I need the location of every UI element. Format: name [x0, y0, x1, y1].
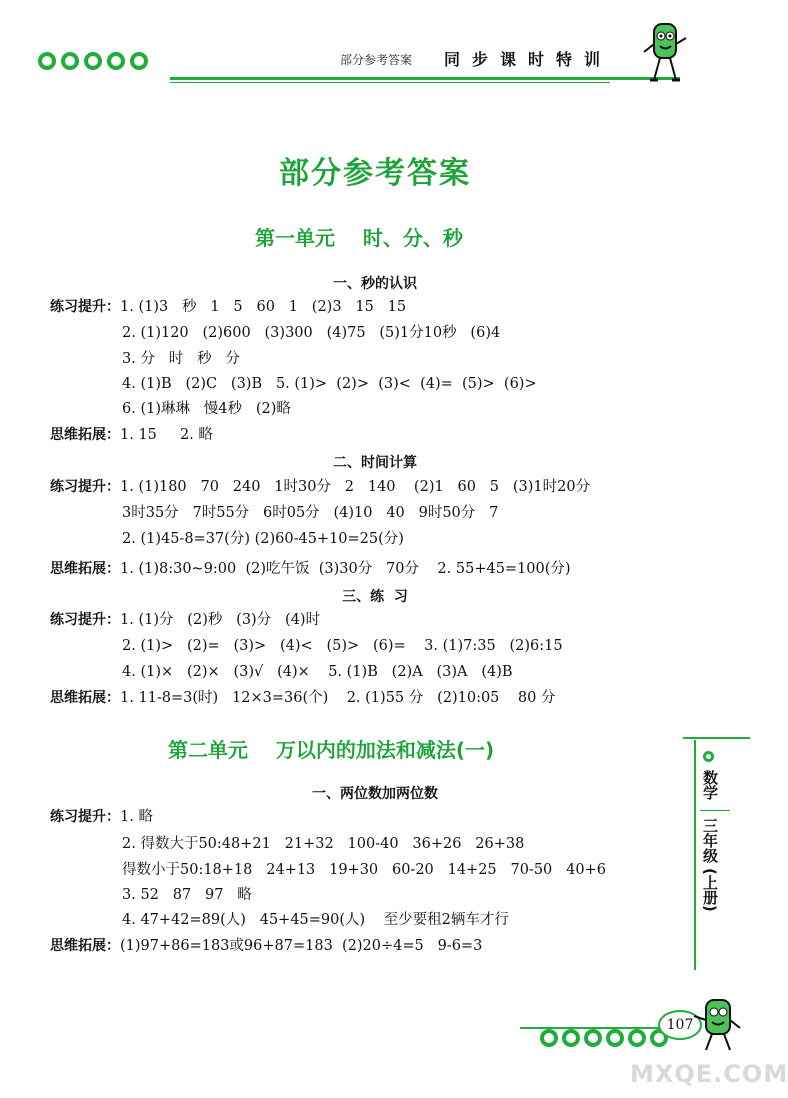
header-rule [170, 77, 680, 80]
answer-line: 3时35分 7时55分 6时05分 (4)10 40 9时50分 7 [122, 505, 499, 521]
footer-decoration-circles [540, 1029, 668, 1047]
side-tab-vrule [694, 740, 696, 970]
mascot-icon [690, 994, 745, 1054]
side-tab-volume: (上册) [701, 868, 719, 912]
header-rule-thin [170, 82, 610, 83]
answer-line: 3. 分 时 秒 分 [122, 351, 240, 367]
answer-line: 思维拓展：(1)97+86=183或96+87=183 (2)20÷4=5 9-6=3 [50, 938, 483, 954]
unit2-title: 第二单元 万以内的加法和减法(一) [168, 738, 495, 762]
answer-line: 2. (1)> (2)= (3)> (4)< (5)> (6)= 3. (1)7:35 (2)6:15 [122, 638, 563, 654]
answer-line: 2. 得数大于50:48+21 21+32 100-40 36+26 26+38 [122, 836, 525, 852]
header-decoration-circles [38, 52, 148, 70]
section-title: 二、时间计算 [333, 455, 417, 471]
header-subtitle: 部分参考答案 [340, 53, 413, 67]
page-title: 部分参考答案 [279, 156, 471, 191]
answer-line: 4. 47+42=89(人) 45+45=90(人) 至少要租2辆车才行 [122, 912, 509, 928]
watermark: MXQE.COM [630, 1060, 788, 1088]
answer-line: 思维拓展：1. (1)8:30~9:00 (2)吃午饭 (3)30分 70分 2. 55+45=100(分) [50, 561, 571, 577]
side-tab-divider [700, 810, 730, 811]
answer-line: 3. 52 87 97 略 [122, 887, 252, 903]
answer-line: 4. (1)× (2)× (3)√ (4)× 5. (1)B (2)A (3)A (4)B [122, 664, 513, 680]
answer-line: 练习提升：1. (1)180 70 240 1时30分 2 140 (2)1 60 5 (3)1时20分 [50, 479, 591, 495]
section-title: 三、练 习 [342, 589, 408, 605]
answer-line: 得数小于50:18+18 24+13 19+30 60-20 14+25 70-50 40+6 [122, 862, 606, 878]
section-title: 一、秒的认识 [333, 276, 417, 292]
answer-line: 2. (1)120 (2)600 (3)300 (4)75 (5)1分10秒 (6)4 [122, 325, 501, 341]
answer-line: 练习提升：1. (1)3 秒 1 5 60 1 (2)3 15 15 [50, 299, 407, 315]
answer-line: 思维拓展：1. 11-8=3(时) 12×3=36(个) 2. (1)55 分 (2)10:05 80 分 [50, 690, 556, 706]
answer-line: 6. (1)琳琳 慢4秒 (2)略 [122, 401, 291, 417]
side-tab-dot [703, 751, 714, 762]
answer-line: 2. (1)45-8=37(分) (2)60-45+10=25(分) [122, 531, 404, 547]
answer-line: 思维拓展：1. 15 2. 略 [50, 427, 213, 443]
page-number: 107 [658, 1010, 702, 1040]
unit1-title: 第一单元 时、分、秒 [255, 226, 463, 250]
section-title: 一、两位数加两位数 [312, 786, 438, 802]
side-tab-rule [683, 737, 750, 739]
mascot-icon [640, 18, 690, 88]
answer-line: 4. (1)B (2)C (3)B 5. (1)> (2)> (3)< (4)= (5)> (6)> [122, 376, 537, 392]
answer-line: 练习提升：1. (1)分 (2)秒 (3)分 (4)时 [50, 612, 321, 628]
side-tab-subject: 数学 [701, 770, 719, 800]
answer-line: 练习提升：1. 略 [50, 809, 153, 825]
header-title: 同步课时特训 [444, 50, 613, 69]
side-tab-grade: 三年级 [701, 818, 719, 863]
